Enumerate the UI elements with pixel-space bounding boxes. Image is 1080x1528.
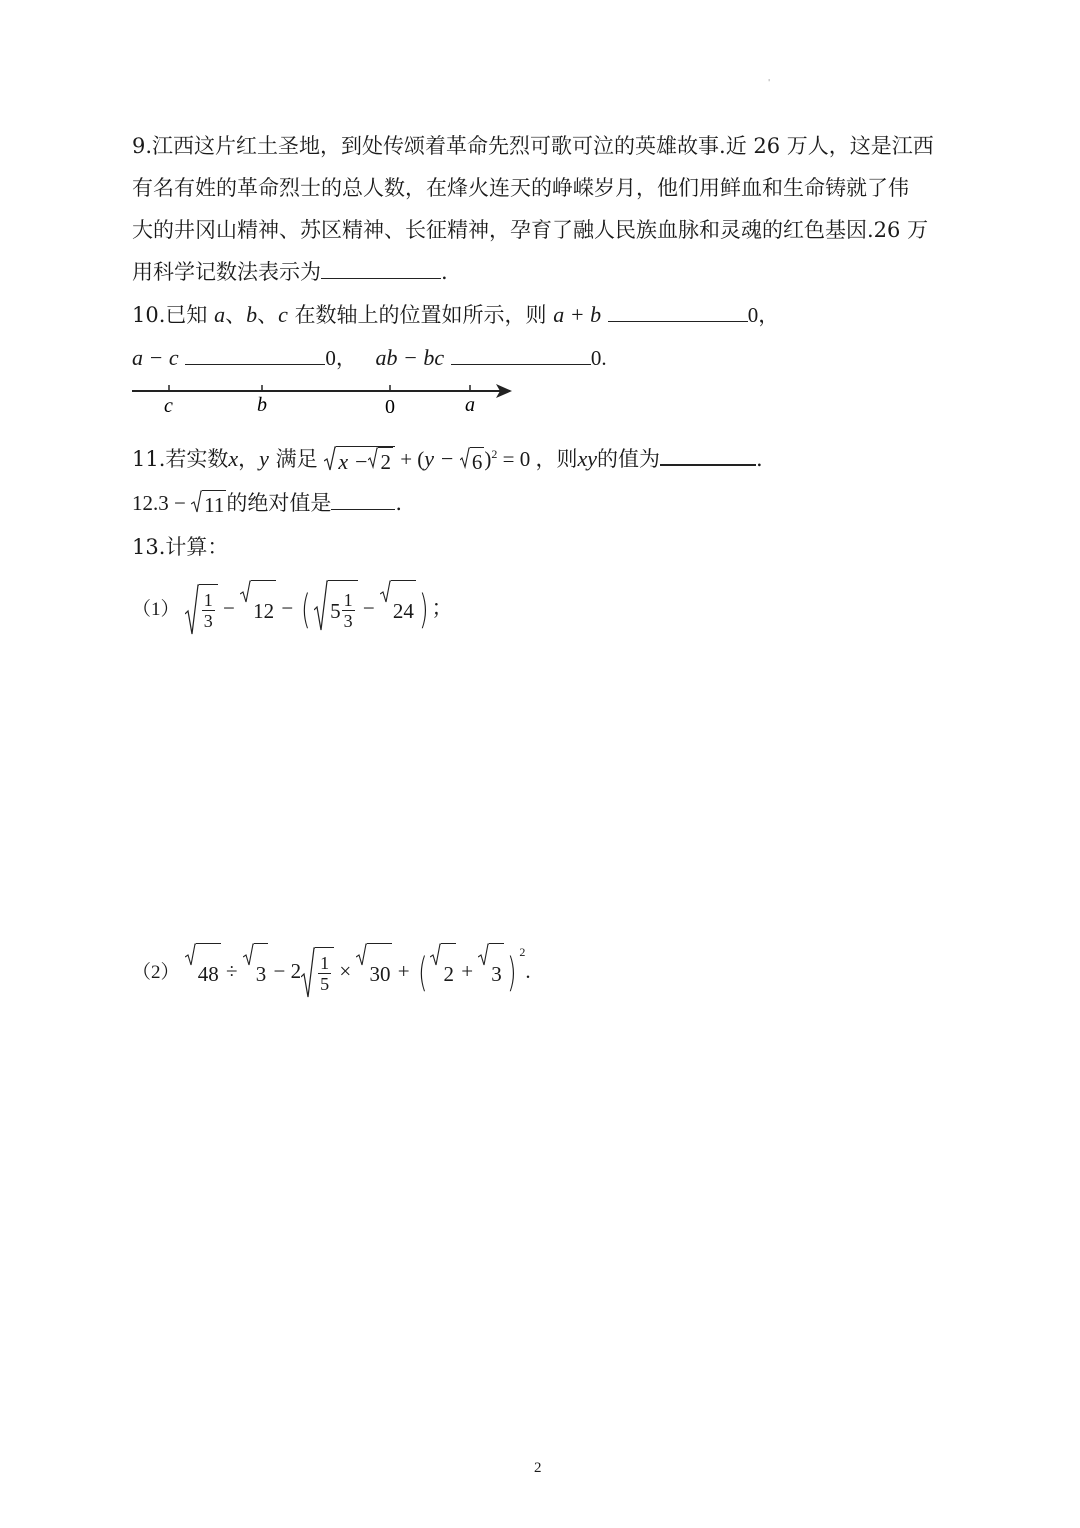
label-0: 0 <box>385 396 395 418</box>
comma: ， <box>238 447 260 471</box>
q10-zero-1: 0， <box>747 303 780 327</box>
q13-part-1: （1） $\frac{1}{3}$ − 12 − ( 5 $\frac{1}{3}$ − 24 ) ； <box>132 578 453 641</box>
q10-line-1 <box>132 301 779 329</box>
number-line <box>132 380 532 420</box>
right-paren: ) <box>506 950 517 997</box>
radical: 30 <box>356 943 392 1004</box>
q9-prompt: 用科学记数法表示为 <box>132 260 321 284</box>
radical: 5 $\frac{1}{3}$ <box>314 580 358 641</box>
var-b: b <box>246 302 258 327</box>
q11-prefix: 11.若实数 <box>132 447 229 471</box>
corner-mark: ' <box>768 78 771 87</box>
radical: 3 <box>243 943 269 1004</box>
radical: 48 <box>185 943 221 1004</box>
q9-line-4 <box>132 258 448 286</box>
var-x: x <box>228 446 239 471</box>
q10-middle: 在数轴上的位置如所示，则 <box>287 303 547 327</box>
label-c: c <box>164 395 173 417</box>
expr-a-minus-c: a − c <box>132 345 179 370</box>
q12-suffix: 的绝对值是 <box>226 491 332 515</box>
left-paren: ( <box>301 587 311 634</box>
q9-end: . <box>441 260 448 284</box>
radical: 2 <box>368 447 393 476</box>
expr-ab-minus-bc: ab − bc <box>375 345 445 370</box>
var-a: a <box>214 302 226 327</box>
q13-part-2: （2） 48 ÷ 3 − 2 $\frac{1}{5}$ × 30 + ( 2 + 3 ) $^2$. <box>132 922 531 1004</box>
q9-line-3: 大的井冈山精神、苏区精神、长征精神，孕育了融人民族血脉和灵魂的红色基因.26 万 <box>132 218 929 242</box>
q11-line: 11.若实数x，y 满足 x − 2 + (y − 6 )$^2$ = 0 ，则xy的值为 . <box>132 446 763 475</box>
part-2-label: （2） <box>132 962 180 983</box>
q10-zero-2: 0， <box>325 346 357 370</box>
page-number: 2 <box>534 1460 542 1476</box>
q10-prefix: 10.已知 <box>132 303 208 327</box>
sep: 、 <box>257 303 279 327</box>
q11-equation: x − 2 + (y − 6 )$^2$ = 0 <box>324 447 535 471</box>
q11-then: ，则 <box>535 447 578 471</box>
q9-line-2: 有名有姓的革命烈士的总人数，在烽火连天的峥嵘岁月，他们用鲜血和生命铸就了伟 <box>132 176 909 200</box>
q10-blank-2[interactable] <box>185 344 325 365</box>
q11-value: 的值为 <box>597 447 661 471</box>
label-a: a <box>465 394 475 416</box>
part-1-label: （1） <box>132 599 180 620</box>
radical: 11 <box>191 490 226 519</box>
radical: $\frac{1}{5}$ <box>301 947 334 999</box>
expr-a-plus-b: a + b <box>553 302 602 327</box>
q10-line-2 <box>132 344 607 372</box>
q11-middle: 满足 <box>268 447 318 471</box>
var-y: y <box>259 446 269 471</box>
radical: 6 <box>460 447 485 476</box>
right-paren: ) <box>419 587 429 634</box>
q10-zero-3: 0. <box>590 346 607 370</box>
q12-prefix: 12.3 − <box>132 491 192 515</box>
radical: 12 <box>240 580 276 641</box>
radical: $\frac{1}{3}$ <box>185 584 218 636</box>
radical: 3 <box>478 943 504 1004</box>
expr-xy: xy <box>577 446 598 471</box>
q10-blank-3[interactable] <box>451 344 591 365</box>
q13-title: 13.计算： <box>132 535 229 559</box>
radical: x − 2 <box>324 446 395 476</box>
left-paren: ( <box>417 950 428 997</box>
q9-line-1: 9.江西这片红土圣地，到处传颂着革命先烈可歌可泣的英雄故事.近 26 万人，这是江西 <box>132 134 934 158</box>
label-b: b <box>257 394 267 416</box>
q10-blank-1[interactable] <box>608 301 748 322</box>
q9-answer-blank[interactable] <box>321 258 441 279</box>
q12-answer-blank[interactable] <box>331 489 395 510</box>
radical: 2 <box>430 943 456 1004</box>
sep: 、 <box>225 303 247 327</box>
q12-line: 12.3 − 11 的绝对值是 . <box>132 491 403 517</box>
q11-answer-blank[interactable] <box>660 444 756 466</box>
radical: 24 <box>380 580 416 641</box>
var-c: c <box>278 302 288 327</box>
